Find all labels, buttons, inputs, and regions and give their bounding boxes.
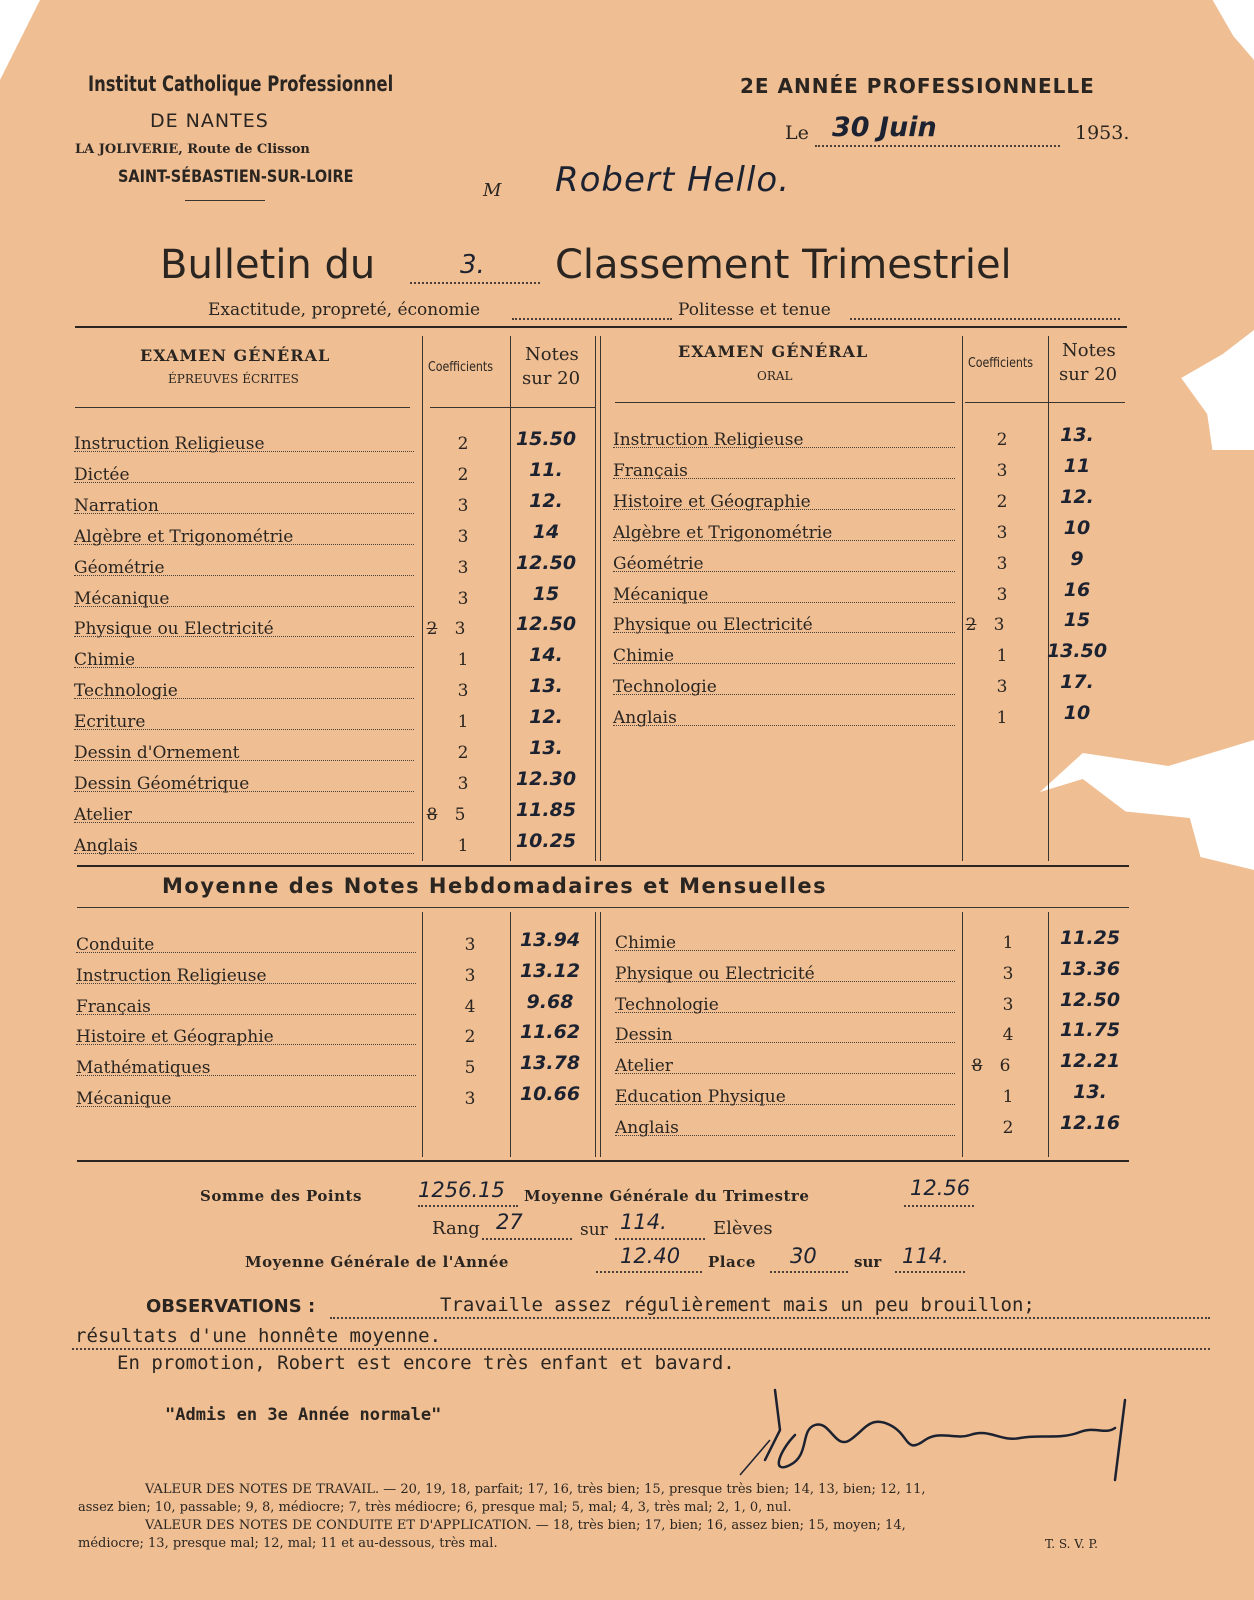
grade-note: 11 <box>1063 454 1091 477</box>
subject-label: Physique ou Electricité <box>74 619 274 640</box>
subject-label: Mécanique <box>613 584 709 605</box>
obs-dots-2 <box>72 1348 1210 1350</box>
subject-label: Physique ou Electricité <box>613 615 813 636</box>
leader-dots <box>613 663 955 664</box>
grade-note: 10.25 <box>515 829 577 852</box>
avg-dots <box>904 1205 974 1207</box>
leader-dots <box>613 571 955 572</box>
obs-dots-1 <box>330 1317 1210 1319</box>
leader-dots <box>615 1042 955 1043</box>
leader-dots <box>74 791 414 792</box>
leader-dots <box>74 451 414 452</box>
col-divider <box>600 336 601 861</box>
col-divider <box>962 336 963 861</box>
rank-dots <box>482 1238 572 1240</box>
subject-label: Technologie <box>74 681 178 702</box>
coefficient: 1 <box>457 835 469 856</box>
subject-label: Technologie <box>615 994 719 1015</box>
struck-coefficient: 8 <box>426 804 438 825</box>
school-town: SAINT-SÉBASTIEN-SUR-LOIRE <box>118 167 354 187</box>
coefficient: 3 <box>454 619 466 640</box>
grade-note: 13.12 <box>519 959 581 982</box>
subject-label: Chimie <box>613 646 675 667</box>
subject-label: Histoire et Géographie <box>613 491 811 512</box>
coef-header-right: Coefficients <box>968 356 1033 371</box>
col-divider <box>422 336 423 861</box>
oral-exam-sub: ORAL <box>757 369 793 383</box>
subtitle-politesse: Politesse et tenue <box>678 300 831 320</box>
subject-label: Ecriture <box>74 712 146 733</box>
subject-label: Anglais <box>74 835 138 856</box>
leader-dots <box>74 729 414 730</box>
observation-line-2: résultats d'une honnête moyenne. <box>75 1325 442 1347</box>
grade-note: 14 <box>532 520 560 543</box>
grade-note: 13. <box>529 675 563 698</box>
grade-note: 11.62 <box>519 1021 581 1044</box>
sum-label: Somme des Points <box>200 1187 362 1205</box>
leader-dots <box>74 544 414 545</box>
subject-label: Atelier <box>74 804 132 825</box>
subject-label: Mécanique <box>74 588 170 609</box>
grade-note: 10 <box>1063 516 1091 539</box>
notes-header-left-1: Notes <box>525 344 579 365</box>
sum-dots <box>418 1205 518 1207</box>
observation-line-4: "Admis en 3e Année normale" <box>165 1405 442 1425</box>
notes-header-right-2: sur 20 <box>1059 364 1118 385</box>
coefficient: 3 <box>464 965 476 986</box>
leader-dots <box>76 1106 416 1107</box>
notes-header-left-2: sur 20 <box>522 368 581 389</box>
date-handwritten: 30 Juin <box>832 112 937 143</box>
coefficient: 3 <box>1002 963 1014 984</box>
coefficient: 3 <box>996 553 1008 574</box>
leader-dots <box>76 983 416 984</box>
grade-note: 13. <box>1060 424 1094 446</box>
date-dots <box>815 145 1060 147</box>
leader-dots <box>74 606 414 607</box>
title-dots <box>410 282 540 284</box>
coef-header-left: Coefficients <box>428 360 493 375</box>
grade-note: 15 <box>532 582 560 605</box>
coefficient: 6 <box>999 1056 1011 1077</box>
school-address: LA JOLIVERIE, Route de Clisson <box>75 142 310 157</box>
header-rule-right2 <box>965 402 1125 403</box>
grade-note: 13. <box>529 737 563 759</box>
coefficient: 3 <box>464 1089 476 1109</box>
grade-note: 12. <box>529 706 563 729</box>
grade-note: 9 <box>1070 547 1084 570</box>
subject-label: Instruction Religieuse <box>74 434 265 454</box>
leader-dots <box>615 950 955 951</box>
coefficient: 2 <box>1002 1117 1014 1138</box>
grade-note: 17. <box>1060 671 1094 694</box>
subject-label: Narration <box>74 495 159 516</box>
place-label: Place <box>708 1253 756 1271</box>
leader-dots <box>613 447 955 448</box>
leader-dots <box>74 575 414 576</box>
subject-label: Education Physique <box>615 1087 786 1107</box>
student-prefix: M <box>483 180 502 201</box>
grade-note: 10 <box>1063 702 1091 725</box>
subtitle-dots-1 <box>512 318 672 320</box>
col-divider <box>595 912 596 1157</box>
grade-note: 12.50 <box>515 613 577 636</box>
subject-label: Chimie <box>615 933 677 953</box>
written-exam-title: EXAMEN GÉNÉRAL <box>140 346 331 365</box>
grade-note: 9.68 <box>526 990 574 1013</box>
col-divider <box>600 912 601 1157</box>
rank-of-label: sur <box>580 1220 608 1240</box>
subject-label: Instruction Religieuse <box>76 965 267 986</box>
coefficient: 1 <box>457 712 469 733</box>
subject-label: Chimie <box>74 650 136 671</box>
leader-dots <box>74 822 414 823</box>
observation-line-1: Travaille assez régulièrement mais un peu brouillon; <box>440 1294 1035 1316</box>
grade-note: 12. <box>1060 485 1094 508</box>
sum-value: 1256.15 <box>418 1178 505 1202</box>
grade-note: 12.16 <box>1059 1111 1121 1134</box>
leader-dots <box>613 632 955 633</box>
rank-value: 27 <box>496 1210 523 1234</box>
grade-note: 13.94 <box>519 929 581 951</box>
subject-label: Dessin Géométrique <box>74 773 250 794</box>
student-name: Robert Hello. <box>555 160 791 200</box>
leader-dots <box>615 981 955 982</box>
coefficient: 2 <box>464 1027 476 1048</box>
leader-dots <box>74 698 414 699</box>
subject-label: Atelier <box>615 1056 673 1077</box>
subject-label: Géométrie <box>613 553 704 574</box>
bulletin-number: 3. <box>460 250 485 280</box>
grade-note: 13. <box>1073 1081 1107 1103</box>
leader-dots <box>615 1135 955 1136</box>
avg-value: 12.56 <box>910 1176 971 1200</box>
coefficient: 5 <box>454 804 466 825</box>
coefficient: 2 <box>996 430 1008 450</box>
col-divider <box>1048 912 1049 1157</box>
leader-dots <box>74 760 414 761</box>
subject-label: Dictée <box>74 464 130 485</box>
coefficient: 2 <box>457 464 469 485</box>
leader-dots <box>74 513 414 514</box>
subject-label: Français <box>613 460 688 481</box>
grade-note: 11.25 <box>1059 927 1121 949</box>
subject-label: Technologie <box>613 677 717 698</box>
leader-dots <box>613 725 955 726</box>
footer-line-3: VALEUR DES NOTES DE CONDUITE ET D'APPLICATION. — 18, très bien; 17, bien; 16, assez bien; 15, moyen; 14, <box>145 1518 906 1533</box>
footer-line-4: médiocre; 13, presque mal; 12, mal; 11 et au-dessous, très mal. <box>78 1536 498 1551</box>
observation-line-3: En promotion, Robert est encore très enfant et bavard. <box>117 1352 735 1374</box>
grade-note: 12.50 <box>1059 988 1121 1011</box>
table-top-rule <box>75 326 1127 328</box>
header-rule-right <box>615 402 955 403</box>
coefficient: 3 <box>457 526 469 547</box>
subject-label: Instruction Religieuse <box>613 430 804 450</box>
place-dots <box>770 1271 848 1273</box>
grade-note: 14. <box>529 644 563 667</box>
coefficient: 3 <box>464 935 476 955</box>
year-avg-label: Moyenne Générale de l'Année <box>245 1253 509 1271</box>
coefficient: 2 <box>457 743 469 763</box>
leader-dots <box>76 952 416 953</box>
coefficient: 3 <box>457 773 469 794</box>
subject-label: Dessin <box>615 1025 673 1046</box>
coefficient: 3 <box>457 588 469 609</box>
rank-label: Rang <box>432 1218 480 1239</box>
subtitle-dots-2 <box>850 318 1120 320</box>
coefficient: 5 <box>464 1058 476 1079</box>
coefficient: 1 <box>1002 1087 1014 1107</box>
coefficient: 3 <box>996 677 1008 698</box>
school-city: DE NANTES <box>150 110 269 132</box>
weekly-top-rule <box>77 865 1129 867</box>
leader-dots <box>76 1044 416 1045</box>
grade-note: 11. <box>529 458 563 481</box>
date-year: 1953. <box>1075 122 1130 144</box>
grade-note: 13.50 <box>1046 640 1108 663</box>
coefficient: 3 <box>996 460 1008 481</box>
leader-dots <box>615 1012 955 1013</box>
coefficient: 1 <box>996 646 1008 667</box>
subject-label: Algèbre et Trigonométrie <box>613 522 833 543</box>
year-avg-dots <box>596 1271 702 1273</box>
subject-label: Histoire et Géographie <box>76 1027 274 1048</box>
school-divider <box>185 200 265 201</box>
coefficient: 3 <box>993 615 1005 636</box>
school-name: Institut Catholique Professionnel <box>88 72 394 96</box>
leader-dots <box>76 1075 416 1076</box>
grade-note: 15.50 <box>515 428 577 450</box>
students-label: Elèves <box>713 1218 773 1239</box>
grade-note: 12.21 <box>1059 1050 1121 1073</box>
grade-note: 11.75 <box>1059 1019 1121 1042</box>
grade-note: 12. <box>529 489 563 512</box>
struck-coefficient: 2 <box>965 615 977 636</box>
coefficient: 3 <box>1002 994 1014 1015</box>
grade-note: 11.85 <box>515 798 577 821</box>
subject-label: Dessin d'Ornement <box>74 743 240 763</box>
total-dots <box>615 1238 705 1240</box>
col-divider <box>962 912 963 1157</box>
subject-label: Algèbre et Trigonométrie <box>74 526 294 547</box>
leader-dots <box>613 540 955 541</box>
header-rule-left2 <box>430 407 595 408</box>
leader-dots <box>613 509 955 510</box>
leader-dots <box>613 602 955 603</box>
subject-label: Anglais <box>615 1117 679 1138</box>
place-value: 30 <box>790 1244 817 1268</box>
leader-dots <box>615 1104 955 1105</box>
leader-dots <box>74 636 414 637</box>
coefficient: 4 <box>1002 1025 1014 1046</box>
signature <box>740 1380 1160 1490</box>
subject-label: Mathématiques <box>76 1058 211 1079</box>
observations-label: OBSERVATIONS : <box>146 1296 316 1317</box>
avg-label: Moyenne Générale du Trimestre <box>524 1187 810 1205</box>
grade-note: 10.66 <box>519 1083 581 1105</box>
coefficient: 3 <box>457 557 469 578</box>
place-total-dots <box>895 1271 965 1273</box>
subject-label: Français <box>76 996 151 1017</box>
leader-dots <box>74 667 414 668</box>
leader-dots <box>76 1014 416 1015</box>
grade-note: 12.50 <box>515 551 577 574</box>
grade-note: 13.36 <box>1059 957 1121 980</box>
col-divider <box>595 336 596 861</box>
grade-note: 16 <box>1063 578 1091 601</box>
coefficient: 3 <box>457 681 469 702</box>
struck-coefficient: 8 <box>971 1056 983 1077</box>
col-divider <box>422 912 423 1157</box>
coefficient: 1 <box>996 708 1008 729</box>
grade-note: 12.30 <box>515 767 577 790</box>
place-of-label: sur <box>854 1253 882 1271</box>
date-prefix: Le <box>785 122 809 144</box>
weekly-title: Moyenne des Notes Hebdomadaires et Mensuelles <box>162 874 828 898</box>
bulletin-title-right: Classement Trimestriel <box>555 242 1012 288</box>
leader-dots <box>74 482 414 483</box>
subtitle-exactitude: Exactitude, propreté, économie <box>208 300 481 320</box>
leader-dots <box>615 1073 955 1074</box>
coefficient: 3 <box>996 584 1008 605</box>
written-exam-sub: ÉPREUVES ÉCRITES <box>168 372 299 386</box>
grade-note: 13.78 <box>519 1052 581 1075</box>
tsvp-label: T. S. V. P. <box>1045 1537 1098 1551</box>
weekly-header-rule <box>77 907 1129 908</box>
leader-dots <box>613 478 955 479</box>
subject-label: Mécanique <box>76 1089 172 1109</box>
coefficient: 2 <box>457 434 469 454</box>
coefficient: 2 <box>996 491 1008 512</box>
year-avg-value: 12.40 <box>620 1244 681 1268</box>
oral-exam-title: EXAMEN GÉNÉRAL <box>678 342 869 361</box>
bulletin-title-left: Bulletin du <box>160 242 376 288</box>
coefficient: 3 <box>996 522 1008 543</box>
subject-label: Conduite <box>76 935 155 955</box>
coefficient: 1 <box>1002 933 1014 953</box>
coefficient: 1 <box>457 650 469 671</box>
footer-line-2: assez bien; 10, passable; 9, 8, médiocre; 7, très médiocre; 6, presque mal; 5, mal; 4, 3, très mal; 2, 1, 0, nul. <box>78 1500 792 1515</box>
subject-label: Géométrie <box>74 557 165 578</box>
leader-dots <box>74 853 414 854</box>
struck-coefficient: 2 <box>426 619 438 640</box>
place-total: 114. <box>902 1244 949 1268</box>
leader-dots <box>613 694 955 695</box>
rank-total: 114. <box>620 1210 667 1234</box>
year-label: 2E ANNÉE PROFESSIONNELLE <box>740 74 1095 98</box>
coefficient: 3 <box>457 495 469 516</box>
subject-label: Anglais <box>613 708 677 729</box>
notes-header-right-1: Notes <box>1062 340 1116 361</box>
coefficient: 4 <box>464 996 476 1017</box>
weekly-bottom-rule <box>77 1160 1129 1162</box>
grade-note: 15 <box>1063 609 1091 632</box>
header-rule-left <box>75 407 410 408</box>
footer-line-1: VALEUR DES NOTES DE TRAVAIL. — 20, 19, 18, parfait; 17, 16, très bien; 15, presque très bien; 14, 13, bien; 12, 11, <box>145 1482 926 1497</box>
subject-label: Physique ou Electricité <box>615 963 815 984</box>
